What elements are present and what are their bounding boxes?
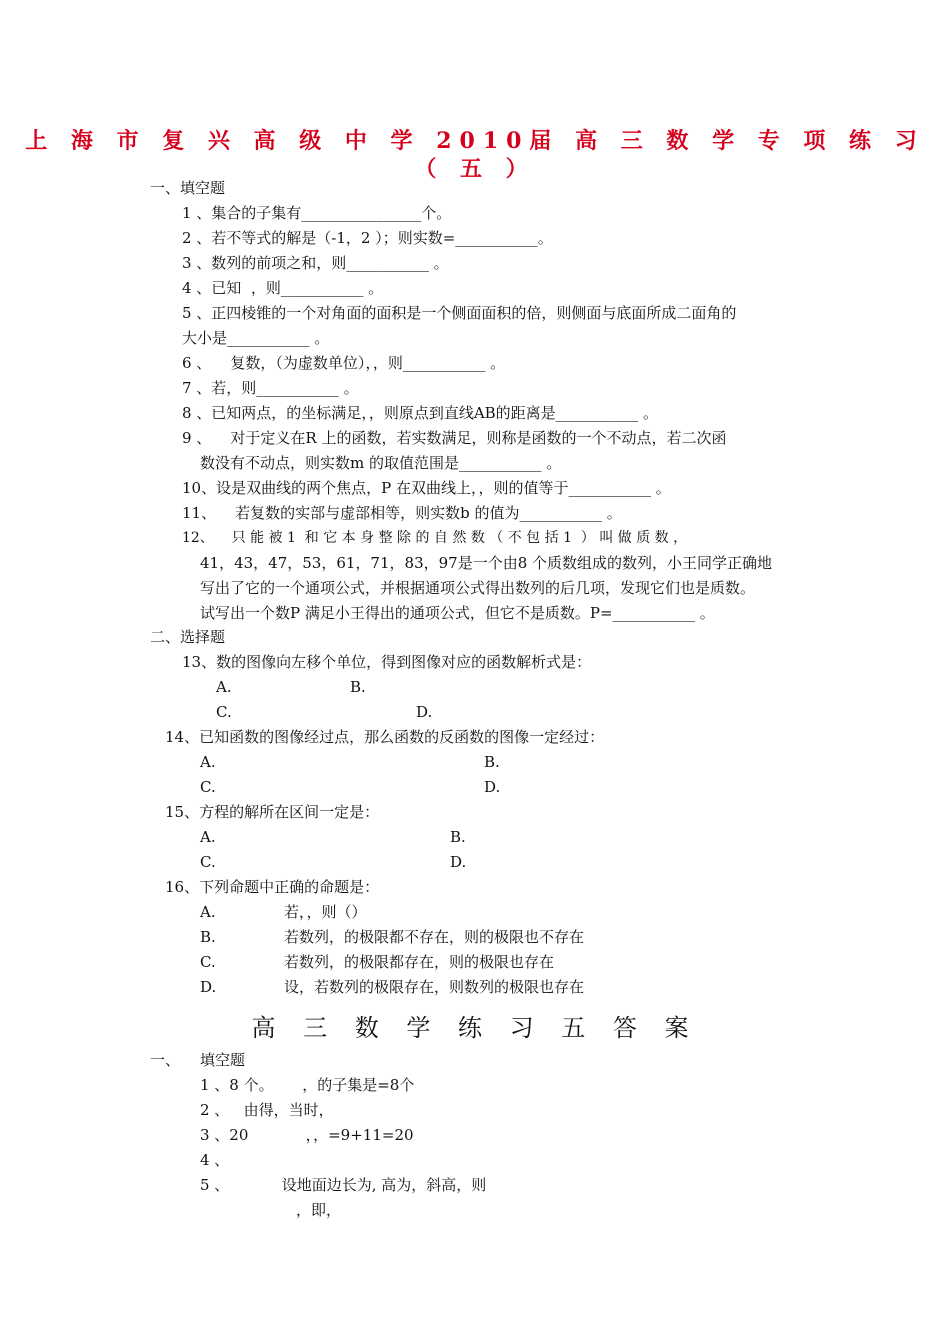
document-title-number: （ 五 ） (414, 156, 536, 182)
question-14-option-a: A. (200, 753, 216, 771)
question-5: 5 、正四棱锥的一个对角面的面积是一个侧面面积的倍，则侧面与底面所成二面角的 (182, 304, 737, 322)
question-14: 14、已知函数的图像经过点，那么函数的反函数的图像一定经过： (165, 728, 605, 746)
question-4: 4 、已知 ，则___________ 。 (182, 279, 384, 297)
section-heading-fill: 一、填空题 (150, 179, 226, 197)
question-14-option-d: D. (484, 778, 501, 796)
answer-5: 5 、 设地面边长为, 高为，斜高，则 (200, 1176, 487, 1194)
question-13-option-b: B. (350, 678, 366, 696)
question-14-option-b: B. (484, 753, 500, 771)
question-15-option-d: D. (450, 853, 467, 871)
document-title: 上 海 市 复 兴 高 级 中 学 2010届 高 三 数 学 专 项 练 习 (25, 128, 925, 154)
question-12-line-4: 试写出一个数P 满足小王得出的通项公式，但它不是质数。P=___________ 。 (200, 604, 715, 622)
question-15: 15、方程的解所在区间一定是： (165, 803, 380, 821)
question-13-option-c: C. (216, 703, 232, 721)
section-heading-choice: 二、选择题 (150, 628, 226, 646)
question-10: 10、设是双曲线的两个焦点，P 在双曲线上，，则的值等于___________ 。 (182, 479, 671, 497)
question-12-line-3: 写出了它的一个通项公式，并根据通项公式得出数列的后几项，发现它们也是质数。 (200, 579, 756, 597)
question-13: 13、数的图像向左移个单位，得到图像对应的函数解析式是： (182, 653, 592, 671)
answers-title: 高 三 数 学 练 习 五 答 案 (251, 1014, 699, 1042)
question-11: 11、 若复数的实部与虚部相等，则实数b 的值为___________ 。 (182, 504, 622, 522)
question-16-option-c-label: C. (200, 953, 216, 971)
answer-2: 2 、 由得，当时， (200, 1101, 334, 1119)
answer-5-continued: ，即， (296, 1201, 342, 1219)
question-9-continued: 数没有不动点，则实数m 的取值范围是___________ 。 (200, 454, 562, 472)
question-16-option-c-text: 若数列，的极限都存在，则的极限也存在 (284, 953, 555, 971)
answers-heading: 填空题 (200, 1051, 246, 1069)
question-14-option-c: C. (200, 778, 216, 796)
question-12-line-2: 41，43，47，53，61，71，83，97是一个由8 个质数组成的数列，小王同学正确地 (200, 554, 773, 572)
answer-3: 3 、20 ，，=9+11=20 (200, 1126, 414, 1144)
question-16-option-d-label: D. (200, 978, 217, 996)
question-5-continued: 大小是___________ 。 (182, 329, 330, 347)
answers-heading-number: 一、 (150, 1051, 181, 1069)
question-3: 3 、数列的前项之和，则___________ 。 (182, 254, 449, 272)
question-15-option-c: C. (200, 853, 216, 871)
question-6: 6 、 复数，（为虚数单位），，则___________ 。 (182, 354, 506, 372)
question-1: 1 、集合的子集有________________个。 (182, 204, 452, 222)
question-2: 2 、若不等式的解是（-1，2 ）；则实数=___________。 (182, 229, 553, 247)
question-16-option-b-label: B. (200, 928, 216, 946)
question-7: 7 、若，则___________ 。 (182, 379, 359, 397)
question-8: 8 、已知两点，的坐标满足，，则原点到直线AB的距离是___________ 。 (182, 404, 658, 422)
question-12: 12、 只 能 被 1 和 它 本 身 整 除 的 自 然 数 （ 不 包 括 1 ） 叫 做 质 数 ， (182, 530, 688, 546)
answer-1: 1 、8 个。 ，的子集是=8个 (200, 1076, 415, 1094)
question-9: 9 、 对于定义在R 上的函数，若实数满足，则称是函数的一个不动点，若二次函 (182, 429, 727, 447)
question-16: 16、下列命题中正确的命题是： (165, 878, 380, 896)
question-15-option-a: A. (200, 828, 216, 846)
question-13-option-a: A. (216, 678, 232, 696)
answer-4: 4 、 (200, 1151, 230, 1169)
question-13-option-d: D. (416, 703, 433, 721)
question-16-option-d-text: 设，若数列的极限存在，则数列的极限也存在 (284, 978, 585, 996)
question-15-option-b: B. (450, 828, 466, 846)
question-16-option-a-text: 若，，则（） (284, 903, 367, 921)
question-16-option-b-text: 若数列，的极限都不存在，则的极限也不存在 (284, 928, 585, 946)
question-16-option-a-label: A. (200, 903, 216, 921)
